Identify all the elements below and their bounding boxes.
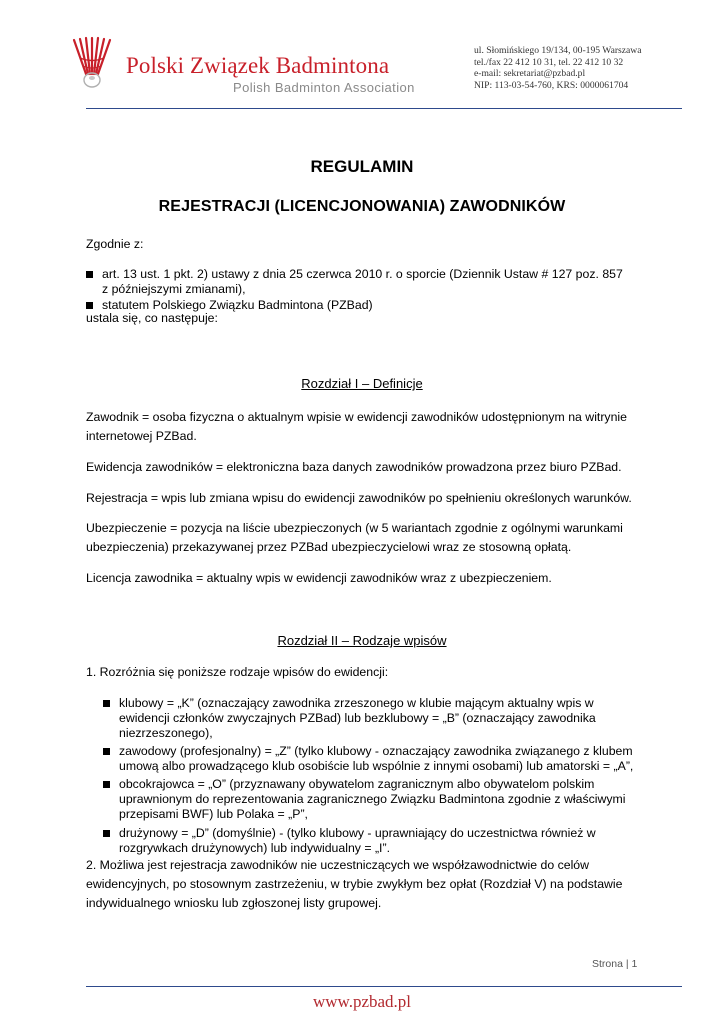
definition-paragraph: Licencja zawodnika = aktualny wpis w ewidencji zawodników wraz z ubezpieczeniem. — [86, 571, 552, 585]
point-1: 1. Rozróżnia się poniższe rodzaje wpisów do ewidencji: — [86, 665, 389, 679]
list-item-text: statutem Polskiego Związku Badmintona (PZBad) — [102, 298, 373, 312]
definition-paragraph: Ubezpieczenie = pozycja na liście ubezpieczonych (w 5 wariantach zgodnie z ogólnymi warunkami ubezpieczenia) przekazywanej przez PZBad ubezpieczycielowi wraz ze stosowną opłatą. — [86, 521, 623, 554]
footer-divider — [86, 986, 682, 987]
square-bullet-icon — [86, 271, 93, 278]
square-bullet-icon — [103, 830, 110, 837]
point-2: 2. Możliwa jest rejestracja zawodników nie uczestniczących we współzawodnictwie do celów ewidencyjnych, po stosownym zastrzeżeniu, w trybie zwykłym bez opłat (Rozdział V) na podstawie indywidualnego wniosku lub zgłoszonej listy grupowej. — [86, 858, 623, 910]
page-number: Strona | 1 — [592, 958, 638, 970]
definition-paragraph: Zawodnik = osoba fizyczna o aktualnym wpisie w ewidencji zawodników udostępnionym na witrynie internetowej PZBad. — [86, 410, 627, 443]
definition-paragraph: Rejestracja = wpis lub zmiana wpisu do ewidencji zawodników po spełnieniu określonych warunków. — [86, 491, 632, 505]
contact-block — [474, 45, 641, 91]
website-link[interactable]: www.pzbad.pl — [312, 992, 412, 1011]
list-item-text: klubowy = „K” (oznaczający zawodnika zrzeszonego w klubie mającym aktualny wpis w ewidencji członków zwyczajnych PZBad) lub bezklubowy = „B” (oznaczający zawodnika niezrzeszonego), — [119, 696, 596, 740]
contact-address: ul. Słomińskiego 19/134, 00-195 Warszawa — [474, 45, 642, 56]
square-bullet-icon — [103, 700, 110, 707]
definition-paragraph: Ewidencja zawodników = elektroniczna baza danych zawodników prowadzona przez biuro PZBad. — [86, 460, 622, 474]
contact-phone: tel./fax 22 412 10 31, tel. 22 412 10 32 — [474, 56, 624, 68]
square-bullet-icon — [103, 781, 110, 788]
organization-name: Polski Związek Badmintona — [126, 53, 390, 78]
contact-email: e-mail: sekretariat@pzbad.pl — [474, 68, 586, 80]
shuttlecock-logo-icon — [66, 36, 116, 92]
list-item-text: zawodowy (profesjonalny) = „Z” (tylko klubowy - oznaczający zawodnika związanego z klubem umową albo prowadzącego klub osobiście lub wspólnie z innymi osobami) lub amatorski = „A”, — [119, 744, 634, 773]
organization-subtitle: Polish Badminton Association — [233, 80, 415, 95]
square-bullet-icon — [103, 748, 110, 755]
list-item-text: art. 13 ust. 1 pkt. 2) ustawy z dnia 25 czerwca 2010 r. o sporcie (Dziennik Ustaw # 127 poz. 857 z późniejszymi zmianami), — [102, 267, 623, 296]
intro-closing: ustala się, co następuje: — [86, 311, 218, 325]
contact-registry: NIP: 113-03-54-760, KRS: 0000061704 — [474, 79, 629, 91]
square-bullet-icon — [86, 302, 93, 309]
header-divider — [86, 108, 682, 109]
document-title: REGULAMIN — [310, 157, 414, 176]
intro-lead: Zgodnie z: — [86, 237, 144, 251]
section-heading-definitions: Rozdział I – Definicje — [301, 376, 423, 391]
list-item-text: drużynowy = „D” (domyślnie) - (tylko klubowy - uprawniający do uczestnictwa również w rozgrywkach drużynowych) lub indywidualny = „I”. — [119, 826, 596, 855]
document-subtitle: REJESTRACJI (LICENCJONOWANIA) ZAWODNIKÓW — [158, 198, 566, 215]
section-heading-entry-types: Rozdział II – Rodzaje wpisów — [277, 633, 447, 648]
list-item-text: obcokrajowca = „O” (przyznawany obywatelom zagranicznym albo obywatelom polskim uprawnionym do reprezentowania zagranicznego Związku Badmintona zgodnie z właściwymi przepisami BWF) lub Polaka = „P”, — [119, 777, 626, 821]
